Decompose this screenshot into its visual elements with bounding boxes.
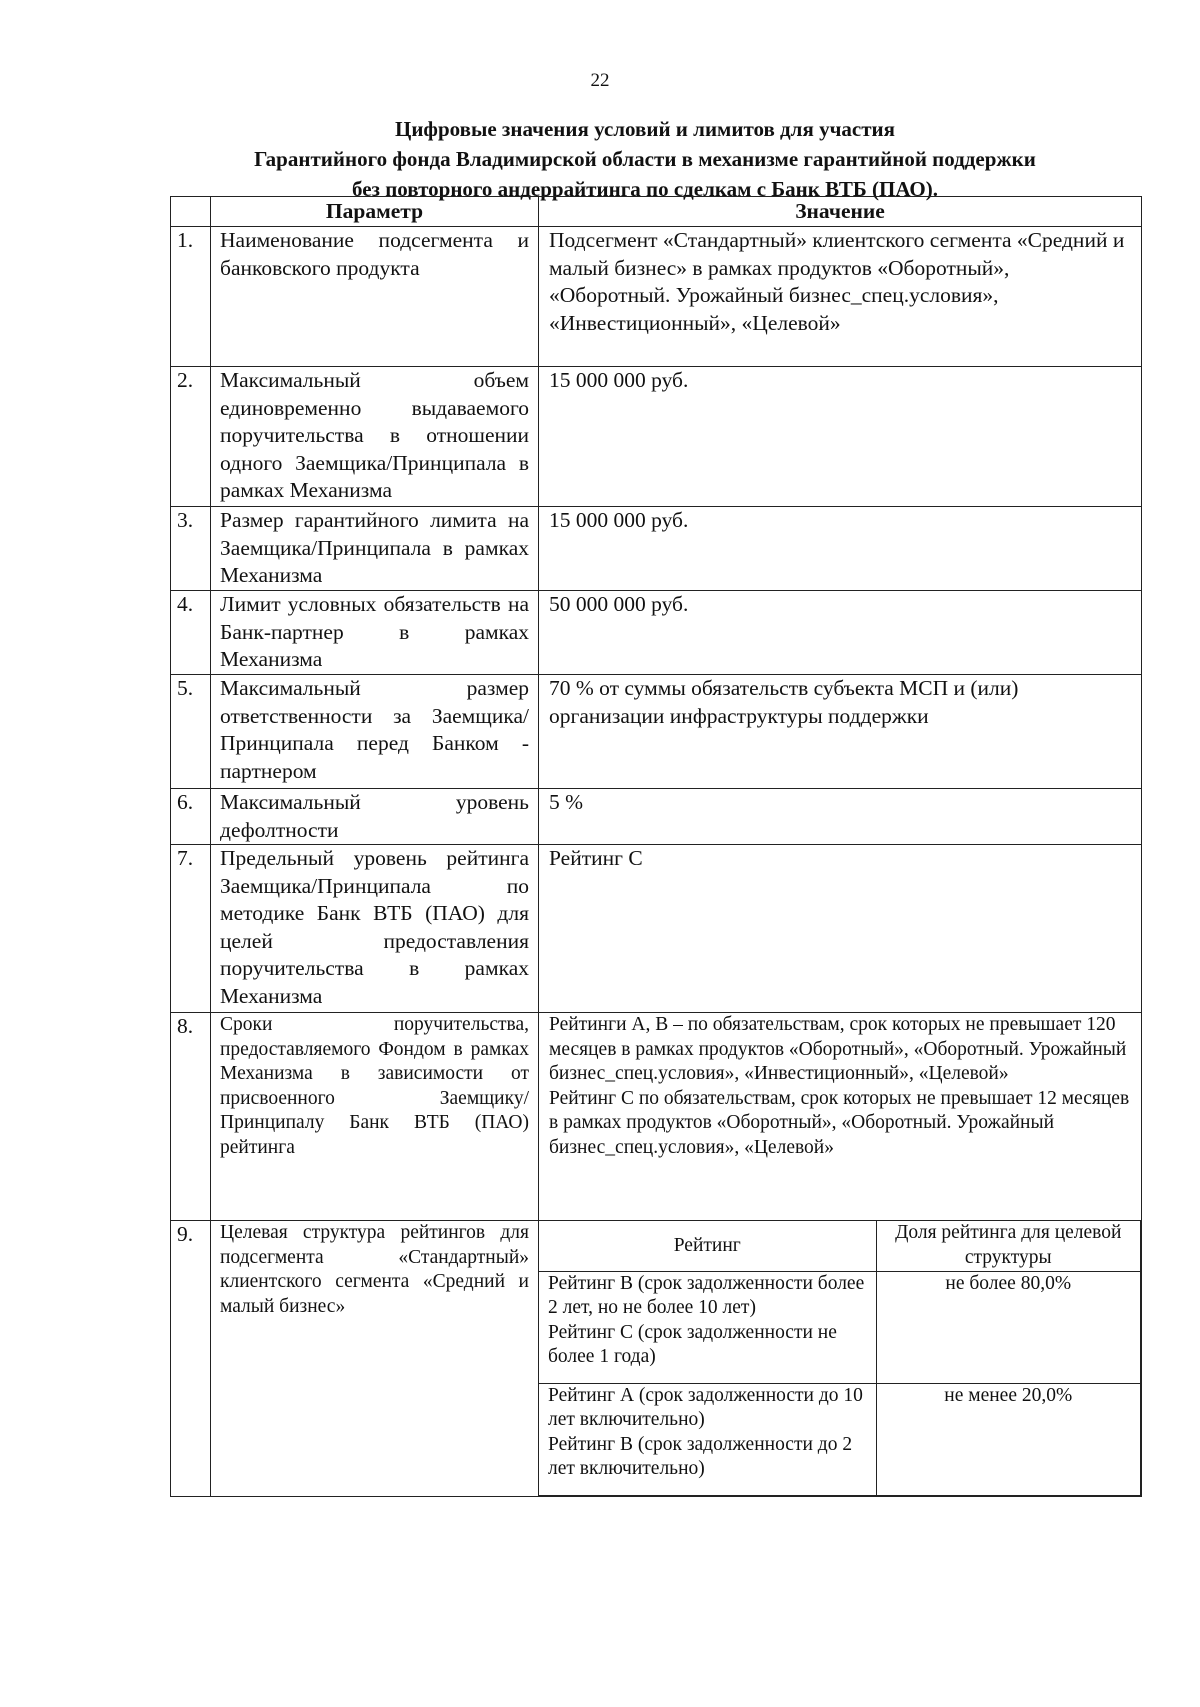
- row-value: Рейтинг С: [539, 845, 1142, 1013]
- sub-rating-line: Рейтинг В (срок задолженности более 2 лет, но не более 10 лет): [548, 1272, 865, 1318]
- sub-row: [539, 1271, 1141, 1383]
- row-param: Наименование подсегмента и банковского продукта: [211, 227, 539, 367]
- row-number: 8.: [171, 1013, 211, 1221]
- row-number: 6.: [171, 789, 211, 845]
- row-param: Максимальный размер ответственности за Заемщика/Принципала перед Банком - партнером: [211, 675, 539, 789]
- row-value: 70 % от суммы обязательств субъекта МСП и (или) организации инфраструктуры поддержки: [539, 675, 1142, 789]
- row-number: 2.: [171, 367, 211, 507]
- row-value: 5 %: [539, 789, 1142, 845]
- row-param: Максимальный уровень дефолтности: [211, 789, 539, 845]
- sub-header-rating: Рейтинг: [539, 1221, 876, 1271]
- table-row: [171, 675, 1142, 789]
- row-param: Целевая структура рейтингов для подсегмента «Стандартный» клиентского сегмента «Средний и малый бизнес»: [211, 1221, 539, 1497]
- sub-rating: [539, 1383, 876, 1495]
- row-param: Предельный уровень рейтинга Заемщика/Принципала по методике Банк ВТБ (ПАО) для целей предоставления поручительства в рамках Механизма: [211, 845, 539, 1013]
- row-number: 9.: [171, 1221, 211, 1497]
- rating-structure-table: [539, 1221, 1141, 1496]
- sub-rating-line: Рейтинг В (срок задолженности до 2 лет включительно): [548, 1433, 853, 1479]
- row-number: 3.: [171, 507, 211, 591]
- row-value: Подсегмент «Стандартный» клиентского сегмента «Средний и малый бизнес» в рамках продуктов «Оборотный», «Оборотный. Урожайный бизнес_спец.условия», «Инвестиционный», «Целевой»: [539, 227, 1142, 367]
- table-row: [171, 227, 1142, 367]
- rating-structure-cell: [539, 1221, 1142, 1497]
- sub-header-row: [539, 1221, 1141, 1271]
- title-line-3: без повторного андеррайтинга по сделкам с Банк ВТБ (ПАО).: [351, 177, 939, 201]
- page-number: 22: [590, 70, 610, 91]
- row-value: 50 000 000 руб.: [539, 591, 1142, 675]
- row-value-line: Рейтинг С по обязательствам, срок которых не превышает 12 месяцев в рамках продуктов «Оборотный», «Оборотный. Урожайный бизнес_спец.условия», «Целевой»: [549, 1087, 1130, 1158]
- sub-row: [539, 1383, 1141, 1495]
- table-row: [171, 1221, 1142, 1497]
- row-number: 5.: [171, 675, 211, 789]
- row-param: Максимальный объем единовременно выдаваемого поручительства в отношении одного Заемщика/Принципала в рамках Механизма: [211, 367, 539, 507]
- table-row: [171, 367, 1142, 507]
- row-number: 7.: [171, 845, 211, 1013]
- sub-rating-line: Рейтинг А (срок задолженности до 10 лет включительно): [548, 1384, 863, 1430]
- table-row: [171, 591, 1142, 675]
- table-row: [171, 507, 1142, 591]
- row-value: [539, 1013, 1142, 1221]
- table-row: [171, 845, 1142, 1013]
- sub-share: не менее 20,0%: [876, 1383, 1141, 1495]
- parameters-table: [170, 196, 1142, 1497]
- header-param: Параметр: [211, 197, 539, 227]
- row-param: Размер гарантийного лимита на Заемщика/Принципала в рамках Механизма: [211, 507, 539, 591]
- row-value: 15 000 000 руб.: [539, 507, 1142, 591]
- row-param: Сроки поручительства, предоставляемого Фондом в рамках Механизма в зависимости от присвоенного Заемщику/Принципалу Банк ВТБ (ПАО) рейтинга: [211, 1013, 539, 1221]
- row-param: Лимит условных обязательств на Банк-партнер в рамках Механизма: [211, 591, 539, 675]
- title-line-2: Гарантийного фонда Владимирской области в механизме гарантийной поддержки: [254, 147, 1036, 171]
- document-title: [150, 114, 1140, 204]
- table-row: [171, 789, 1142, 845]
- sub-rating: [539, 1271, 876, 1383]
- row-number: 4.: [171, 591, 211, 675]
- title-line-1: Цифровые значения условий и лимитов для участия: [394, 117, 896, 141]
- sub-header-share: Доля рейтинга для целевой структуры: [876, 1221, 1141, 1271]
- row-number: 1.: [171, 227, 211, 367]
- row-value-line: Рейтинги А, В – по обязательствам, срок которых не превышает 120 месяцев в рамках продуктов «Оборотный», «Оборотный. Урожайный бизнес_спец.условия», «Инвестиционный», «Целевой»: [549, 1014, 1127, 1084]
- header-number: [171, 197, 211, 227]
- sub-share: не более 80,0%: [876, 1271, 1141, 1383]
- table-header-row: [171, 197, 1142, 227]
- sub-rating-line: Рейтинг С (срок задолженности не более 1 года): [548, 1321, 837, 1367]
- row-value: 15 000 000 руб.: [539, 367, 1142, 507]
- header-value: Значение: [539, 197, 1142, 227]
- table-row: [171, 1013, 1142, 1221]
